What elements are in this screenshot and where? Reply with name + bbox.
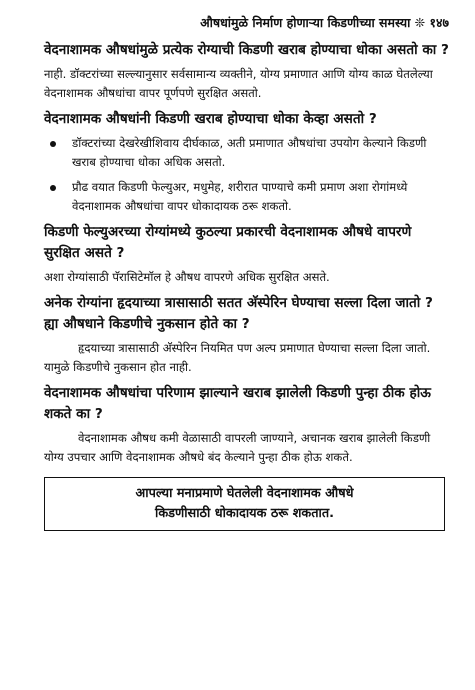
running-header: औषधांमुळे निर्माण होणाऱ्या किडणीच्या समस्या ❊ १४७ bbox=[200, 15, 449, 30]
bullet-dot-icon bbox=[50, 141, 56, 147]
question-heading: अनेक रोग्यांना हृदयाच्या त्रासासाठी सतत अ‍ॅस्पेरिन घेण्याचा सल्ला दिला जातो ? ह्या औषधाने किडणीचे नुकसान होते का ? bbox=[44, 295, 433, 332]
bullet-text: प्रौढ वयात किडणी फेल्युअर, मधुमेह, शरीरात पाण्याचे कमी प्रमाण अशा रोगांमध्ये वेदनाशामक औषधांचा वापर धोकादायक ठरू शकतो. bbox=[72, 180, 408, 213]
bullet-dot-icon bbox=[50, 185, 56, 191]
question-heading: वेदनाशामक औषधांनी किडणी खराब होण्याचा धोका केव्हा असतो ? bbox=[44, 111, 377, 127]
answer-paragraph: हृदयाच्या त्रासासाठी अ‍ॅस्पेरिन नियमित पण अल्प प्रमाणात घेण्याचा सल्ला दिला जातो. यामुळे किडणीचे नुकसान होत नाही. bbox=[44, 341, 431, 374]
highlight-line: आपल्या मनाप्रमाणे घेतलेली वेदनाशामक औषधे bbox=[135, 486, 354, 501]
highlight-box bbox=[44, 477, 445, 531]
highlight-line: किडणीसाठी धोकादायक ठरू शकतात. bbox=[155, 506, 334, 521]
answer-paragraph: अशा रोग्यांसाठी पॅरासिटेमॉल हे औषध वापरणे अधिक सुरक्षित असते. bbox=[44, 270, 330, 284]
answer-paragraph: वेदनाशामक औषध कमी वेळासाठी वापरली जाण्याने, अचानक खराब झालेली किडणी योग्य उपचार आणि वेदनाशामक औषधे बंद केल्याने पुन्हा ठीक होऊ शकते. bbox=[44, 431, 431, 464]
bullet-item bbox=[44, 134, 449, 172]
bullet-item bbox=[44, 178, 449, 216]
bullet-text: डॉक्टरांच्या देखरेखीशिवाय दीर्घकाळ, अती प्रमाणात औषधांचा उपयोग केल्याने किडणी खराब होण्याचा धोका अधिक असतो. bbox=[72, 136, 427, 169]
bullet-list bbox=[44, 134, 449, 216]
question-heading: वेदनाशामक औषधांमुळे प्रत्येक रोग्याची किडणी खराब होण्याचा धोका असतो का ? bbox=[44, 42, 449, 58]
answer-paragraph: नाही. डॉक्टरांच्या सल्ल्यानुसार सर्वसामान्य व्यक्तीने, योग्य प्रमाणात आणि योग्य काळ घेतलेल्या वेदनाशामक औषधांचा वापर पूर्णपणे सुरक्षित असतो. bbox=[44, 67, 433, 100]
question-heading: किडणी फेल्युअरच्या रोग्यांमध्ये कुठल्या प्रकारची वेदनाशामक औषधे वापरणे सुरक्षित असते ? bbox=[44, 224, 412, 261]
question-heading: वेदनाशामक औषधांचा परिणाम झाल्याने खराब झालेली किडणी पुन्हा ठीक होऊ शकते का ? bbox=[44, 385, 431, 422]
